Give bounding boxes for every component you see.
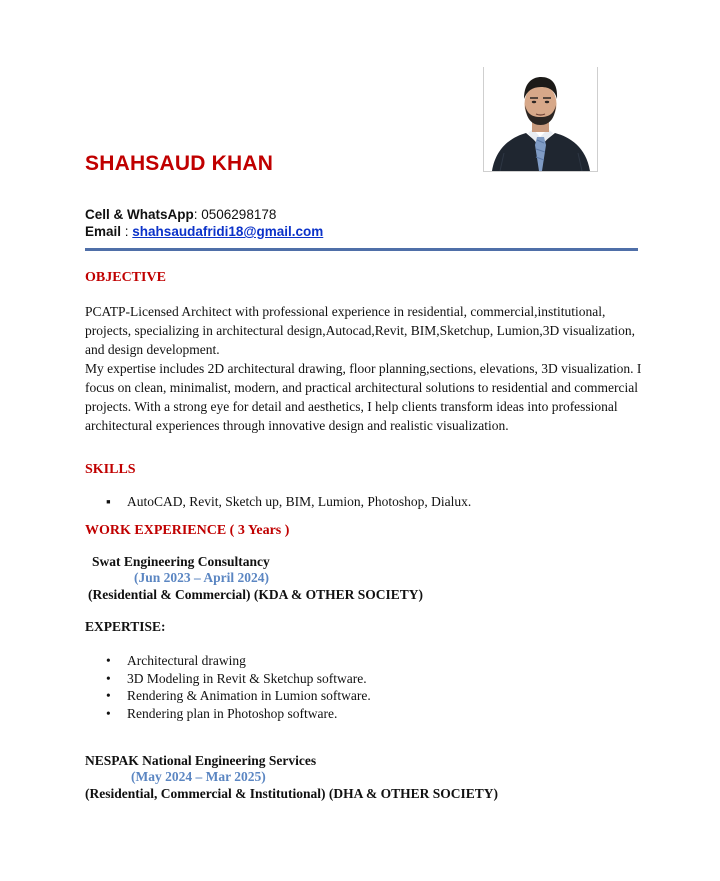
job2-scope: (Residential, Commercial & Institutional) (DHA & OTHER SOCIETY) — [85, 786, 499, 801]
phone-number: : 0506298178 — [193, 207, 277, 222]
skills-list — [106, 493, 471, 511]
job1-company: Swat Engineering Consultancy — [92, 554, 270, 569]
bullet-icon: • — [106, 670, 111, 686]
list-item — [106, 705, 371, 723]
expertise-text: Rendering plan in Photoshop software. — [127, 705, 338, 721]
list-item — [106, 687, 371, 705]
list-item — [106, 493, 471, 511]
objective-text — [85, 302, 645, 435]
expertise-text: Architectural drawing — [127, 653, 246, 668]
objective-paragraph-2: My expertise includes 2D architectural drawing, floor planning,sections, elevations, 3D visualization. I focus on clean, minimalist, modern, and practical architectural solutions to residential and commercial projects. With a strong eye for detail and aesthetics, I help clients transform ideas into professional architectural experiences through innovative design and realistic visualization. — [85, 361, 642, 433]
expertise-list — [106, 652, 371, 722]
work-experience-heading: WORK EXPERIENCE ( 3 Years ) — [85, 523, 290, 538]
list-item — [106, 670, 371, 688]
list-item — [106, 652, 371, 670]
phone-line — [85, 207, 276, 222]
email-line — [85, 224, 323, 239]
portrait-illustration — [484, 67, 597, 171]
bullet-icon: • — [106, 688, 111, 703]
expertise-text: 3D Modeling in Revit & Sketchup software. — [127, 670, 367, 686]
skill-text: AutoCAD, Revit, Sketch up, BIM, Lumion, Photoshop, Dialux. — [127, 494, 472, 509]
objective-heading: OBJECTIVE — [85, 270, 166, 285]
phone-label: Cell & WhatsApp — [85, 207, 194, 222]
job1-scope: (Residential & Commercial) (KDA & OTHER SOCIETY) — [88, 587, 423, 602]
candidate-name: SHAHSAUD KHAN — [85, 152, 274, 175]
email-link[interactable]: shahsaudafridi18@gmail.com — [132, 224, 324, 239]
expertise-text: Rendering & Animation in Lumion software. — [127, 688, 371, 703]
job1-dates: (Jun 2023 – April 2024) — [134, 570, 270, 585]
email-label: Email — [85, 224, 122, 239]
objective-paragraph-1: PCATP-Licensed Architect with professional experience in residential, commercial,institutional, projects, specializing in architectural design,Autocad,Revit, BIM,Sketchup, Lumion,3D visualization, and design development. — [85, 304, 635, 357]
skills-heading: SKILLS — [85, 462, 136, 477]
square-bullet-icon: ▪ — [106, 494, 111, 509]
header-divider — [85, 248, 638, 251]
expertise-heading: EXPERTISE: — [85, 619, 166, 634]
job2-dates: (May 2024 – Mar 2025) — [131, 769, 266, 784]
job2-company: NESPAK National Engineering Services — [85, 753, 317, 768]
bullet-icon: • — [106, 705, 111, 721]
bullet-icon: • — [106, 653, 111, 668]
email-separator: : — [121, 224, 133, 239]
profile-photo — [483, 67, 598, 172]
